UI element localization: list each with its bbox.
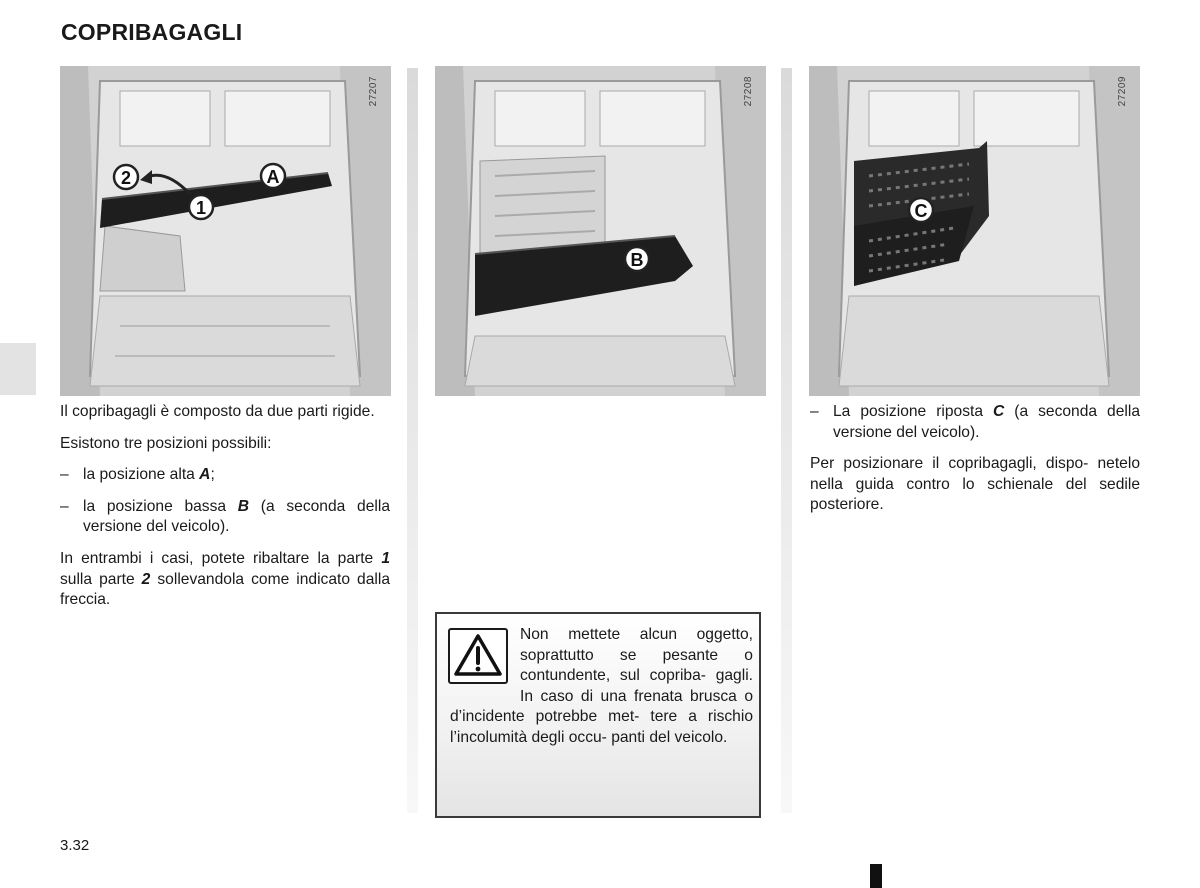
list-letter-c: C (993, 403, 1005, 420)
paragraph-intro: Il copribagagli è composto da due parti rigide. (60, 403, 375, 420)
list-item-stowed (810, 402, 1140, 443)
figure-2-illustration (435, 66, 766, 396)
callout-a: A (266, 167, 280, 187)
chapter-tab (0, 343, 36, 395)
list-item-low (60, 497, 390, 538)
figure-1-illustration (60, 66, 391, 396)
figure-3-illustration (809, 66, 1140, 396)
figure-code: 27209 (1117, 76, 1128, 107)
warning-text: Non mettete alcun oggetto, soprattutto se pesante o contundente, sul copriba- gagli. In caso di una frenata brusca o d’incidente potrebbe met- tere a rischio l’incolumità degli occu- panti del veicolo. (450, 626, 753, 746)
list-letter-a: A (199, 466, 211, 484)
list-text-end: (a seconda della versione del veicolo). (833, 403, 1140, 441)
crop-mark (870, 864, 882, 888)
text-fragment: sollevandola come indicato dalla freccia. (60, 570, 390, 609)
list-item-high (60, 465, 390, 486)
list-text-end: ; (210, 466, 215, 484)
page-title: COPRIBAGAGLI (61, 19, 243, 45)
callout-1: 1 (195, 198, 207, 218)
text-fragment: sulla parte (60, 570, 142, 588)
list-text-end: (a seconda della versione del veicolo). (83, 497, 390, 536)
column-divider-left (407, 68, 418, 813)
callout-c: C (914, 201, 928, 221)
list-dash: – (60, 497, 69, 515)
figure-code: 27207 (368, 76, 379, 107)
figure-stowed-position (809, 66, 1140, 396)
part-2: 2 (141, 570, 151, 588)
page-number: 3.32 (60, 837, 90, 854)
figure-low-position (435, 66, 766, 396)
figure-high-position (60, 66, 391, 396)
column-3-text (810, 402, 1140, 527)
list-dash: – (810, 403, 819, 420)
warning-box (435, 612, 761, 818)
paragraph-positions: Esistono tre posizioni possibili: (60, 434, 272, 452)
list-letter-b: B (237, 497, 250, 515)
list-text: la posizione bassa (83, 497, 238, 515)
list-text: la posizione alta (83, 466, 200, 484)
list-dash: – (60, 466, 69, 484)
paragraph-folding (60, 549, 390, 611)
text-fragment: In entrambi i casi, potete ribaltare la parte (60, 549, 382, 567)
column-divider-right (781, 68, 792, 813)
callout-2: 2 (120, 168, 132, 188)
list-text: La posizione riposta (833, 403, 993, 420)
paragraph-positioning: Per posizionare il copribagagli, dispo- netelo nella guida contro lo schienale del sedile posteriore. (810, 455, 1140, 514)
callout-b: B (630, 250, 644, 270)
column-1-text (60, 402, 390, 622)
part-1: 1 (381, 549, 390, 567)
warning-triangle-icon (448, 628, 508, 684)
figure-code: 27208 (743, 76, 754, 107)
